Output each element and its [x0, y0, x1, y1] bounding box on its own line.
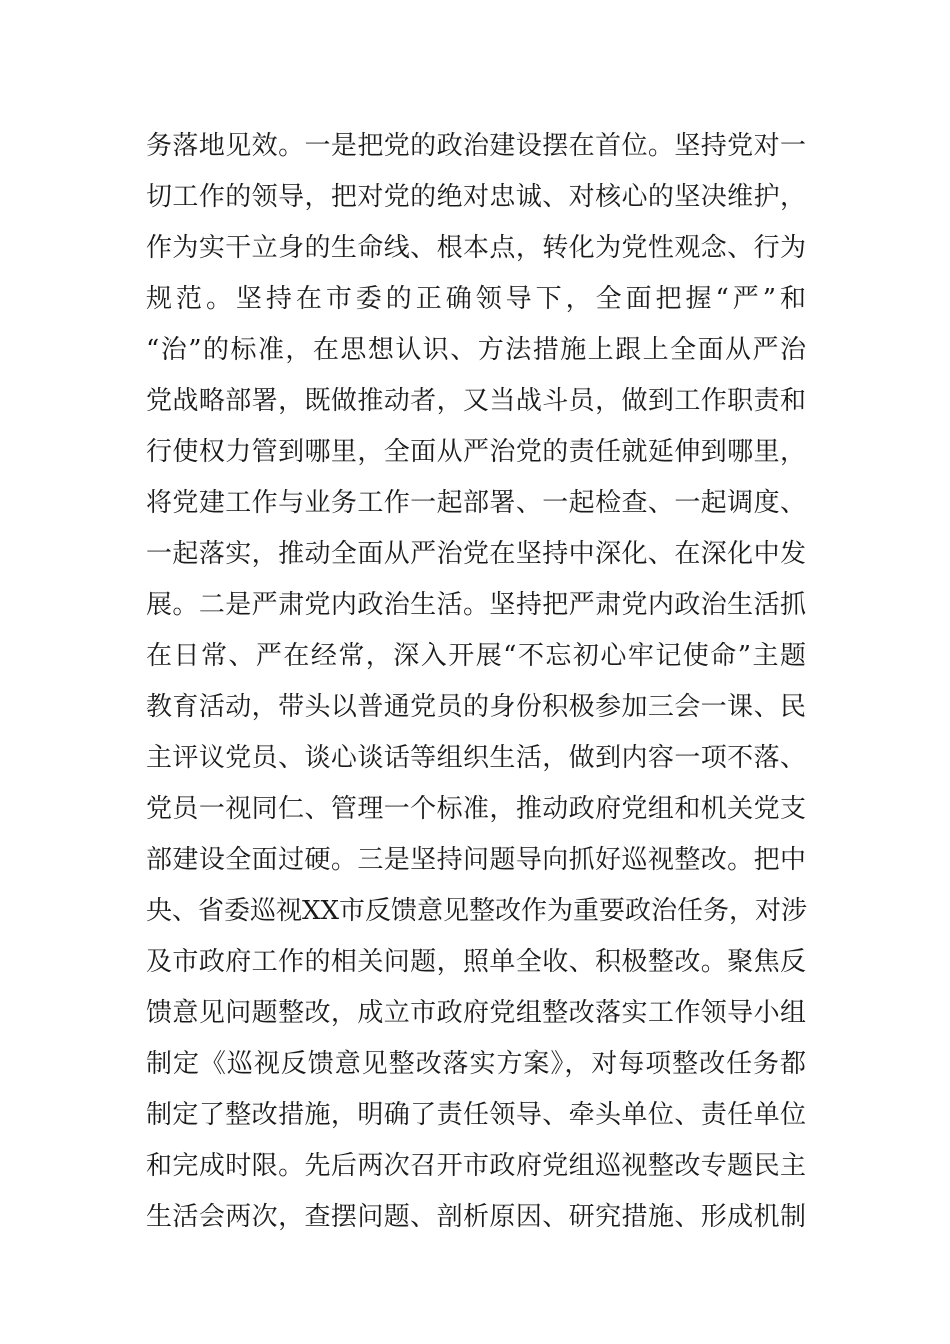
text-line: 一起落实，推动全面从严治党在坚持中深化、在深化中发 [146, 539, 806, 569]
text-line: 展。二是严肃党内政治生活。坚持把严肃党内政治生活抓 [146, 590, 806, 620]
text-line: 馈意见问题整改，成立市政府党组整改落实工作领导小组 [146, 998, 806, 1028]
text-line: 在日常、严在经常，深入开展“不忘初心牢记使命”主题 [146, 641, 806, 671]
text-line: 党员一视同仁、管理一个标准，推动政府党组和机关党支 [146, 794, 806, 824]
text-line: 部建设全面过硬。三是坚持问题导向抓好巡视整改。把中 [146, 845, 806, 875]
text-line: 央、省委巡视XX市反馈意见整改作为重要政治任务，对涉 [146, 896, 808, 926]
text-line: 切工作的领导，把对党的绝对忠诚、对核心的坚决维护， [146, 182, 806, 212]
text-line: 务落地见效。一是把党的政治建设摆在首位。坚持党对一 [146, 131, 806, 161]
text-line: 制定了整改措施，明确了责任领导、牵头单位、责任单位 [146, 1100, 806, 1130]
text-line: 制定《巡视反馈意见整改落实方案》，对每项整改任务都 [146, 1049, 806, 1079]
text-line: 规范。坚持在市委的正确领导下，全面把握“严”和 [146, 284, 806, 314]
text-line: 将党建工作与业务工作一起部署、一起检查、一起调度、 [146, 488, 806, 518]
text-line: 教育活动，带头以普通党员的身份积极参加三会一课、民 [146, 692, 806, 722]
text-line: 作为实干立身的生命线、根本点，转化为党性观念、行为 [146, 233, 806, 263]
text-line: 党战略部署，既做推动者，又当战斗员，做到工作职责和 [146, 386, 806, 416]
text-line: 主评议党员、谈心谈话等组织生活，做到内容一项不落、 [146, 743, 806, 773]
text-line: 生活会两次，查摆问题、剖析原因、研究措施、形成机制 [146, 1202, 806, 1232]
text-line: 及市政府工作的相关问题，照单全收、积极整改。聚焦反 [146, 947, 806, 977]
text-line: 和完成时限。先后两次召开市政府党组巡视整改专题民主 [146, 1151, 806, 1181]
body-text [146, 128, 806, 1250]
text-line: 行使权力管到哪里，全面从严治党的责任就延伸到哪里， [146, 437, 806, 467]
text-line: “治”的标准，在思想认识、方法措施上跟上全面从严治 [146, 335, 806, 365]
